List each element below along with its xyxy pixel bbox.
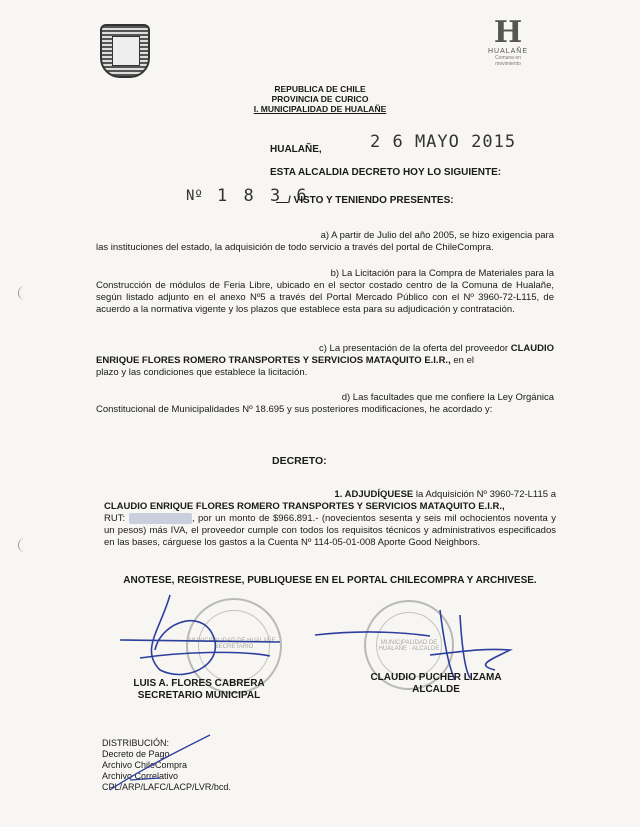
decreto-item-1: 1. ADJUDÍQUESE la Adquisición Nº 3960-72-L115 a CLAUDIO ENRIQUE FLORES ROMERO TRANSPORTES Y SERVICIOS MATAQUITO E.I.R., RUT: , por un monto de $966.891.- (novecientos sesenta y seis mil ochocientos noventa y un pesos) más IVA, el proveedor cumple con todos los requisitos técnicos y administrativos especificados en las bases, cárguese los gastos a la Cuenta Nº 114-05-01-008 Aporte Good Neighbors. xyxy=(104,489,557,548)
distribution-item: Archivo Correlativo xyxy=(102,771,179,781)
hualane-logo: H HUALAÑE Comuna en movimiento xyxy=(487,15,529,67)
header-province: PROVINCIA DE CURICO xyxy=(271,94,369,104)
secretary-stamp: MUNICIPALIDAD DE HUALAÑE · SECRETARIO xyxy=(186,598,282,694)
distribution-scribble xyxy=(100,730,220,800)
document-header xyxy=(250,84,390,114)
header-republic: REPUBLICA DE CHILE xyxy=(274,84,366,94)
distribution-item: CPL/ARP/LAFC/LACP/LVR/bcd. xyxy=(102,782,231,792)
header-municipality: I. MUNICIPALIDAD DE HUALAÑE xyxy=(253,104,387,114)
redacted-rut xyxy=(129,513,192,524)
mayor-signature-block: CLAUDIO PUCHER LIZAMA ALCALDE xyxy=(370,672,502,695)
closing-statement: ANOTESE, REGISTRESE, PUBLIQUESE EN EL PORTAL CHILECOMPRA Y ARCHIVESE. xyxy=(123,575,537,586)
mayor-signature xyxy=(315,610,510,680)
decree-number-prefix: Nº xyxy=(186,188,203,204)
distribution-item: Decreto de Pago xyxy=(102,749,170,759)
mayor-stamp: MUNICIPALIDAD DE HUALAÑE · ALCALDE xyxy=(364,600,454,690)
secretary-signature-block: LUIS A. FLORES CABRERA SECRETARIO MUNICIPAL xyxy=(133,678,265,701)
binder-hole-mark xyxy=(18,538,31,552)
consideration-a: a) A partir de Julio del año 2005, se hizo exigencia para las instituciones del estado, la adquisición de todo servicio a través del portal de ChileCompra. xyxy=(96,230,554,253)
decreto-title: DECRETO: xyxy=(272,455,327,467)
binder-hole-mark xyxy=(18,286,31,300)
distribution-list: DISTRIBUCIÓN: Decreto de Pago Archivo ChileCompra Archivo Correlativo CPL/ARP/LAFC/LACP/LVR/bcd. xyxy=(102,738,231,792)
decree-intro: ESTA ALCALDIA DECRETO HOY LO SIGUIENTE: xyxy=(270,167,502,178)
date-place: HUALAÑE, xyxy=(270,144,322,155)
consideration-b: b) La Licitación para la Compra de Materiales para la Construcción de módulos de Feria Libre, ubicado en el sector costado centro de la Comuna de Hualañe, según listado adjunto en el anexo Nº5 a través del Portal Mercado Público con el Nº 3960-72-L115, de acuerdo a la normativa vigente y los plazos que establece esta para su adjudicación y contratación. xyxy=(96,268,554,315)
consideration-c: c) La presentación de la oferta del proveedor CLAUDIO ENRIQUE FLORES ROMERO TRANSPORTES Y SERVICIOS MATAQUITO E.I.R., en el plazo y las condiciones que establece la licitación. xyxy=(96,343,554,378)
distribution-item: Archivo ChileCompra xyxy=(102,760,188,770)
municipal-crest xyxy=(100,24,150,78)
date-stamp: 2 6 MAYO 2015 xyxy=(370,132,517,152)
decree-number: 1 8 3 6 xyxy=(217,186,310,206)
visto-heading: / VISTO Y TENIENDO PRESENTES: xyxy=(276,195,454,206)
consideration-d: d) Las facultades que me confiere la Ley Orgánica Constitucional de Municipalidades Nº 18.695 y sus posteriores modificaciones, he acordado y: xyxy=(96,392,554,415)
secretary-signature xyxy=(120,595,280,674)
